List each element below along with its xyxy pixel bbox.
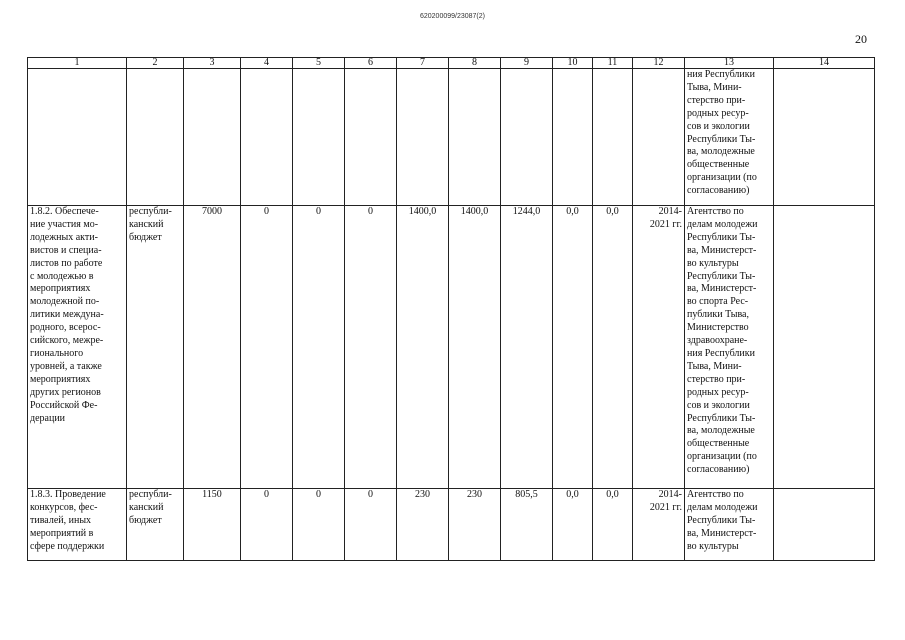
year-value-cell: 0 bbox=[241, 489, 293, 561]
year-value-cell: 230 bbox=[397, 489, 449, 561]
year-value-cell: 0 bbox=[293, 489, 345, 561]
column-header: 6 bbox=[345, 58, 397, 69]
column-header: 9 bbox=[501, 58, 553, 69]
year-value-cell: 0 bbox=[241, 206, 293, 489]
year-value-cell bbox=[241, 69, 293, 206]
total-cell bbox=[184, 69, 241, 206]
funding-source-cell bbox=[127, 69, 184, 206]
column-header: 12 bbox=[633, 58, 685, 69]
result-cell bbox=[774, 489, 875, 561]
executor-cell: Агентство по делам молодежи Республики Ты- ва, Министерст- во культуры bbox=[685, 489, 774, 561]
year-value-cell: 0,0 bbox=[553, 206, 593, 489]
year-value-cell: 0 bbox=[345, 206, 397, 489]
column-header: 13 bbox=[685, 58, 774, 69]
year-value-cell: 1400,0 bbox=[397, 206, 449, 489]
year-value-cell bbox=[397, 69, 449, 206]
column-header: 3 bbox=[184, 58, 241, 69]
page-number: 20 bbox=[855, 32, 867, 46]
column-header: 11 bbox=[593, 58, 633, 69]
year-value-cell bbox=[501, 69, 553, 206]
column-header: 2 bbox=[127, 58, 184, 69]
year-value-cell: 805,5 bbox=[501, 489, 553, 561]
year-value-cell: 0 bbox=[293, 206, 345, 489]
table-row bbox=[28, 69, 875, 206]
column-header: 7 bbox=[397, 58, 449, 69]
period-cell: 2014- 2021 гг. bbox=[633, 206, 685, 489]
year-value-cell: 0,0 bbox=[593, 206, 633, 489]
column-number-row bbox=[28, 58, 875, 69]
year-value-cell bbox=[449, 69, 501, 206]
total-cell: 1150 bbox=[184, 489, 241, 561]
column-header: 5 bbox=[293, 58, 345, 69]
executor-cell: ния Республики Тыва, Мини- стерство при- родных ресур- сов и экологии Республики Ты- ва, молодежные общественные организации (по согласованию) bbox=[685, 69, 774, 206]
table-row bbox=[28, 206, 875, 489]
result-cell bbox=[774, 69, 875, 206]
document-id: 620200099/23087(2) bbox=[419, 13, 485, 20]
year-value-cell bbox=[593, 69, 633, 206]
period-cell: 2014- 2021 гг. bbox=[633, 489, 685, 561]
year-value-cell bbox=[293, 69, 345, 206]
period-cell bbox=[633, 69, 685, 206]
year-value-cell: 0,0 bbox=[593, 489, 633, 561]
funding-source-cell: республи- канский бюджет bbox=[127, 489, 184, 561]
total-cell: 7000 bbox=[184, 206, 241, 489]
result-cell bbox=[774, 206, 875, 489]
column-header: 14 bbox=[774, 58, 875, 69]
activity-cell bbox=[28, 69, 127, 206]
year-value-cell: 230 bbox=[449, 489, 501, 561]
year-value-cell: 1400,0 bbox=[449, 206, 501, 489]
column-header: 8 bbox=[449, 58, 501, 69]
year-value-cell bbox=[345, 69, 397, 206]
column-header: 1 bbox=[28, 58, 127, 69]
activity-cell: 1.8.3. Проведение конкурсов, фес- тивалей, иных мероприятий в сфере поддержки bbox=[28, 489, 127, 561]
activity-cell: 1.8.2. Обеспече- ние участия мо- лодежных акти- вистов и специа- листов по работе с молодежью в мероприятиях молодежной по- литики междуна- родного, всерос- сийского, межре- гионального уровней, а также мероприятиях других регионов Российской Фе- дерации bbox=[28, 206, 127, 489]
program-table bbox=[27, 57, 875, 561]
table-row bbox=[28, 489, 875, 561]
funding-source-cell: республи- канский бюджет bbox=[127, 206, 184, 489]
year-value-cell: 1244,0 bbox=[501, 206, 553, 489]
column-header: 4 bbox=[241, 58, 293, 69]
column-header: 10 bbox=[553, 58, 593, 69]
executor-cell: Агентство по делам молодежи Республики Ты- ва, Министерст- во культуры Республики Ты- ва, Министерст- во спорта Рес- публики Тыва, Министерство здравоохране- ния Республики Тыва, Мини- стерство при- родных ресур- сов и экологии Республики Ты- ва, молодежные общественные организации (по согласованию) bbox=[685, 206, 774, 489]
year-value-cell: 0 bbox=[345, 489, 397, 561]
year-value-cell: 0,0 bbox=[553, 489, 593, 561]
year-value-cell bbox=[553, 69, 593, 206]
